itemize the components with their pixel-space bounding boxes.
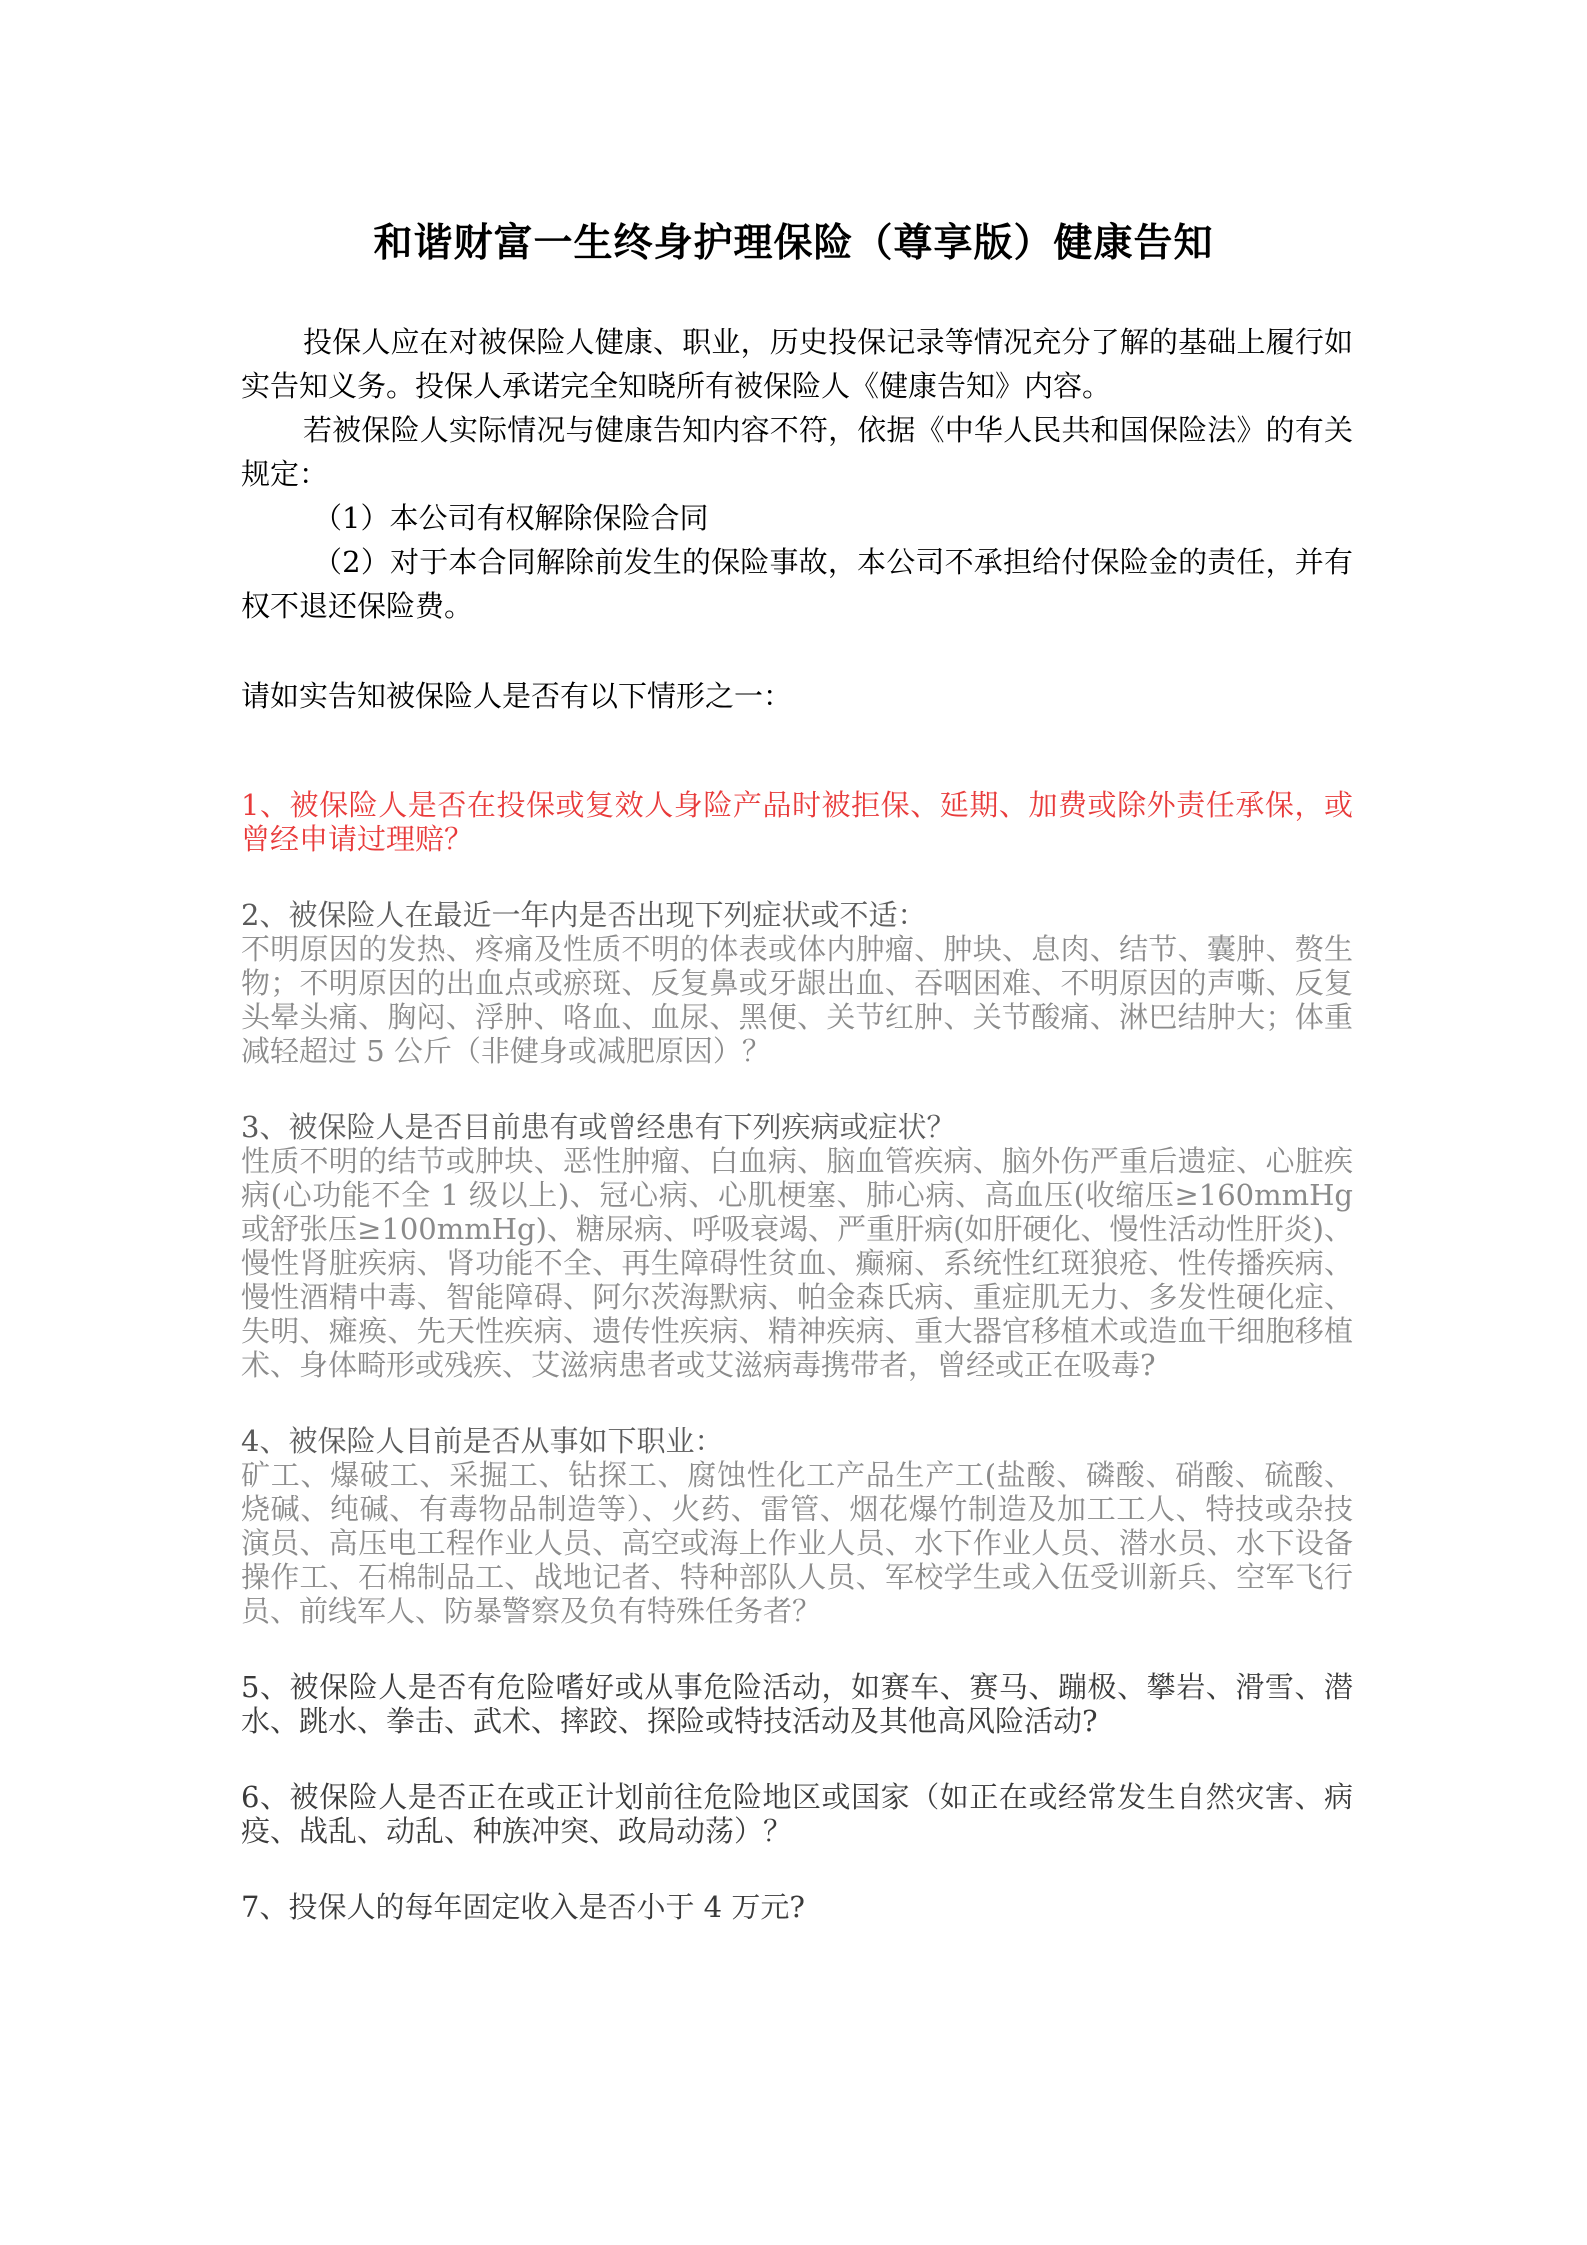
intro-item-1: （1）本公司有权解除保险合同 (313, 501, 709, 535)
ask-prompt: 请如实告知被保险人是否有以下情形之一： (241, 679, 793, 713)
question-3 (241, 1110, 1353, 1382)
question-4 (241, 1424, 1353, 1628)
question-1 (241, 788, 1353, 856)
question-3-detail: 性质不明的结节或肿块、恶性肿瘤、白血病、脑血管疾病、脑外伤严重后遗症、心脏疾病(心功能不全 1 级以上)、冠心病、心肌梗塞、肺心病、高血压(收缩压≥160mmHg 或舒张压≥100mmHg)、糖尿病、呼吸衰竭、严重肝病(如肝硬化、慢性活动性肝炎)、慢性肾脏疾病、肾功能不全、再生障碍性贫血、癫痫、系统性红斑狼疮、性传播疾病、慢性酒精中毒、智能障碍、阿尔茨海默病、帕金森氏病、重症肌无力、多发性硬化症、失明、瘫痪、先天性疾病、遗传性疾病、精神疾病、重大器官移植术或造血干细胞移植术、身体畸形或残疾、艾滋病患者或艾滋病毒携带者，曾经或正在吸毒? (241, 1144, 1353, 1382)
question-7 (241, 1890, 1353, 1924)
intro-paragraph-1: 投保人应在对被保险人健康、职业，历史投保记录等情况充分了解的基础上履行如实告知义务。投保人承诺完全知晓所有被保险人《健康告知》内容。 (241, 325, 1353, 403)
question-5-title: 5、被保险人是否有危险嗜好或从事危险活动，如赛车、赛马、蹦极、攀岩、滑雪、潜水、跳水、拳击、武术、摔跤、探险或特技活动及其他高风险活动? (241, 1670, 1353, 1738)
intro-paragraph-2: 若被保险人实际情况与健康告知内容不符，依据《中华人民共和国保险法》的有关规定： (241, 413, 1353, 491)
question-7-title: 7、投保人的每年固定收入是否小于 4 万元? (241, 1890, 805, 1924)
question-5 (241, 1670, 1353, 1738)
question-4-title: 4、被保险人目前是否从事如下职业： (241, 1424, 724, 1458)
question-6 (241, 1780, 1353, 1848)
questions-list (241, 788, 1353, 1924)
question-2-detail: 不明原因的发热、疼痛及性质不明的体表或体内肿瘤、肿块、息肉、结节、囊肿、赘生物；不明原因的出血点或瘀斑、反复鼻或牙龈出血、吞咽困难、不明原因的声嘶、反复头晕头痛、胸闷、浮肿、咯血、血尿、黑便、关节红肿、关节酸痛、淋巴结肿大；体重减轻超过 5 公斤（非健身或减肥原因）？ (241, 932, 1353, 1068)
document-title: 和谐财富一生终身护理保险（尊享版）健康告知 (373, 221, 1214, 266)
intro-item-2: （2）对于本合同解除前发生的保险事故，本公司不承担给付保险金的责任，并有权不退还保险费。 (241, 545, 1353, 623)
question-2 (241, 898, 1353, 1068)
question-2-title: 2、被保险人在最近一年内是否出现下列症状或不适： (241, 898, 927, 932)
question-1-title: 1、被保险人是否在投保或复效人身险产品时被拒保、延期、加费或除外责任承保，或曾经申请过理赔？ (241, 788, 1353, 856)
question-6-title: 6、被保险人是否正在或正计划前往危险地区或国家（如正在或经常发生自然灾害、病疫、战乱、动乱、种族冲突、政局动荡）？ (241, 1780, 1353, 1848)
intro-section (241, 320, 1353, 628)
document-content (241, 320, 1353, 1966)
question-3-title: 3、被保险人是否目前患有或曾经患有下列疾病或症状？ (241, 1110, 956, 1144)
question-4-detail: 矿工、爆破工、采掘工、钻探工、腐蚀性化工产品生产工(盐酸、磷酸、硝酸、硫酸、烧碱、纯碱、有毒物品制造等）、火药、雷管、烟花爆竹制造及加工工人、特技或杂技演员、高压电工程作业人员、高空或海上作业人员、水下作业人员、潜水员、水下设备操作工、石棉制品工、战地记者、特种部队人员、军校学生或入伍受训新兵、空军飞行员、前线军人、防暴警察及负有特殊任务者？ (241, 1458, 1353, 1628)
